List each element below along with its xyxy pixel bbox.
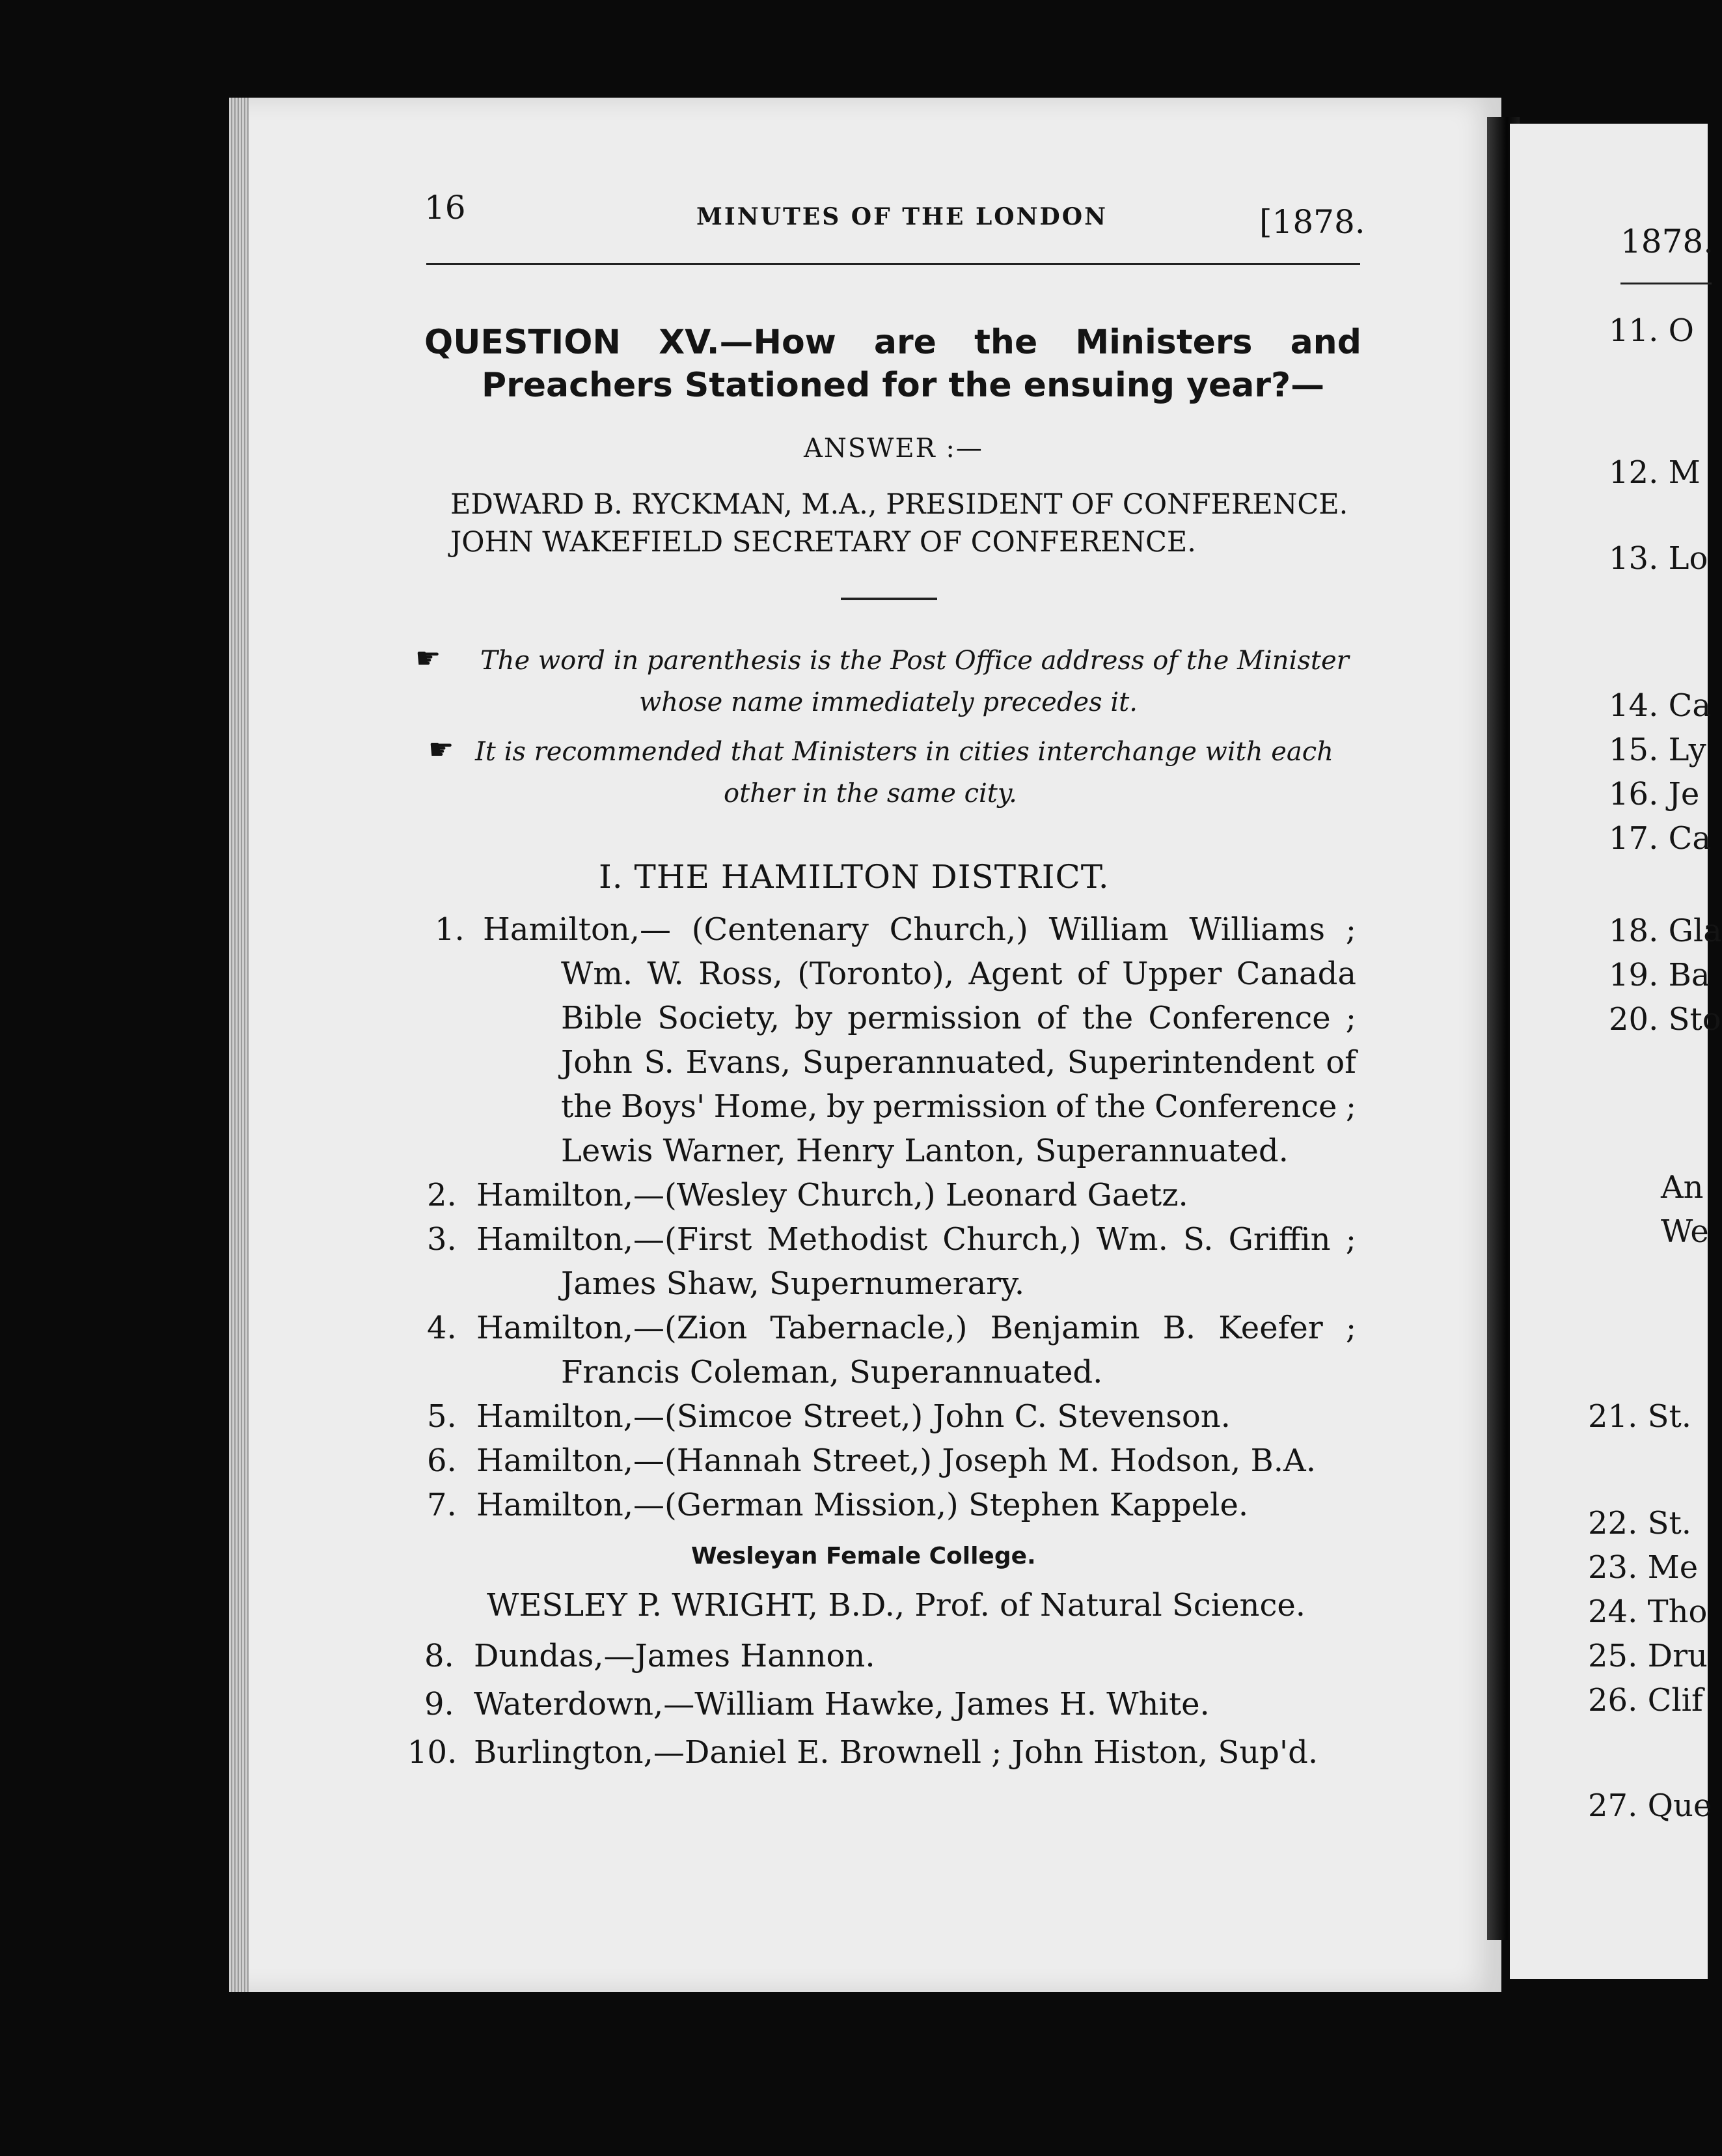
entry-text: Hamilton,—(German Mission,) Stephen Kappele.	[476, 1487, 1249, 1523]
right-item: 11. O	[1609, 312, 1694, 349]
word: (Centenary	[691, 911, 869, 948]
word: ;	[1345, 1088, 1356, 1125]
word: B.	[1162, 1310, 1196, 1346]
word: of	[1076, 956, 1108, 992]
word: QUESTION	[424, 323, 621, 362]
entry-line	[561, 1088, 1356, 1125]
entry-text: Hamilton,—(Wesley Church,) Leonard Gaetz.	[476, 1177, 1188, 1213]
word: permission	[847, 1000, 1022, 1036]
page-number: 16	[424, 189, 466, 227]
word: by	[826, 1088, 864, 1125]
right-item: An	[1661, 1169, 1704, 1206]
right-page	[1510, 124, 1722, 1979]
question-heading	[424, 323, 1361, 362]
word: Agent	[968, 956, 1063, 992]
word: Wm.	[561, 956, 633, 992]
word: Griffin	[1228, 1221, 1331, 1258]
entry-text: Burlington,—Daniel E. Brownell ; John Histon, Sup'd.	[474, 1734, 1319, 1771]
note-2-line-2: other in the same city.	[724, 779, 1017, 808]
right-header-rule	[1620, 283, 1712, 284]
word: the	[561, 1088, 612, 1125]
entry-text: James Shaw, Supernumerary.	[561, 1265, 1025, 1302]
word: Methodist	[767, 1221, 928, 1258]
word: of	[1036, 1000, 1067, 1036]
right-item: 25. Dru	[1588, 1638, 1708, 1674]
word: Hamilton,—(Zion	[476, 1310, 748, 1346]
word: John	[561, 1044, 633, 1081]
entry-line	[476, 1310, 1356, 1346]
entry-text: Waterdown,—William Hawke, James H. White.	[474, 1686, 1210, 1722]
entry-text: Lewis Warner, Henry Lanton, Superannuated.	[561, 1133, 1289, 1169]
note-1-line-2: whose name immediately precedes it.	[639, 687, 1138, 717]
secretary-line: JOHN WAKEFIELD SECRETARY OF CONFERENCE.	[450, 526, 1196, 559]
word: the	[974, 323, 1038, 362]
right-item: 26. Clif	[1588, 1682, 1703, 1719]
entry-text: Hamilton,—(Hannah Street,) Joseph M. Hodson, B.A.	[476, 1443, 1316, 1479]
word: Wm.	[1096, 1221, 1168, 1258]
word: ;	[1345, 1000, 1356, 1036]
word: are	[873, 323, 936, 362]
right-item: 27. Que	[1588, 1788, 1712, 1824]
right-item: 16. Je	[1609, 776, 1700, 812]
right-item: 15. Ly	[1609, 732, 1706, 768]
note-1-line-1: The word in parenthesis is the Post Office address of the Minister	[480, 646, 1349, 676]
entry-number: 2.	[427, 1177, 457, 1213]
word: (Toronto),	[797, 956, 955, 992]
entry-line	[561, 1044, 1356, 1081]
word: Conference	[1148, 1000, 1331, 1036]
entry-line	[561, 1000, 1356, 1036]
word: ;	[1345, 1221, 1356, 1258]
entry-text: Francis Coleman, Superannuated.	[561, 1354, 1103, 1390]
entry-number: 3.	[427, 1221, 457, 1258]
word: the	[1082, 1000, 1134, 1036]
word: by	[795, 1000, 833, 1036]
word: Bible	[561, 1000, 643, 1036]
word: and	[1290, 323, 1361, 362]
entry-number: 6.	[427, 1443, 457, 1479]
right-item: 23. Me	[1588, 1549, 1699, 1586]
entry-number: 9.	[424, 1686, 454, 1722]
word: Ross,	[698, 956, 783, 992]
president-line: EDWARD B. RYCKMAN, M.A., PRESIDENT OF CONFERENCE.	[450, 488, 1348, 521]
word: Ministers	[1075, 323, 1253, 362]
answer-label: ANSWER :—	[804, 434, 983, 463]
word: William	[1048, 911, 1169, 948]
section-divider	[841, 598, 937, 600]
right-item: 14. Ca	[1609, 687, 1711, 724]
entry-line	[561, 956, 1356, 992]
district-title: I. THE HAMILTON DISTRICT.	[599, 858, 1110, 896]
entry-line	[476, 1221, 1356, 1258]
right-item: 17. Ca	[1609, 820, 1711, 857]
word: Home,	[713, 1088, 818, 1125]
word: Hamilton,—	[483, 911, 672, 948]
entry-number: 1.	[435, 911, 465, 948]
word: ;	[1345, 1310, 1356, 1346]
word: Boys'	[621, 1088, 705, 1125]
word: Superannuated,	[802, 1044, 1056, 1081]
header-year: [1878.	[1259, 203, 1365, 241]
college-title: Wesleyan Female College.	[691, 1543, 1036, 1569]
word: Church,)	[942, 1221, 1082, 1258]
right-page-year: 1878.	[1620, 223, 1714, 260]
question-line-2: Preachers Stationed for the ensuing year?—	[482, 366, 1325, 405]
word: Benjamin	[990, 1310, 1140, 1346]
word: Hamilton,—(First	[476, 1221, 752, 1258]
word: Evans,	[685, 1044, 791, 1081]
entry-number: 5.	[427, 1398, 457, 1435]
word: Superintendent	[1067, 1044, 1315, 1081]
word: Tabernacle,)	[770, 1310, 968, 1346]
right-item: We	[1661, 1213, 1709, 1250]
pointing-hand-icon: ☛	[428, 733, 454, 766]
right-item: 13. Lo	[1609, 540, 1708, 577]
word: Church,)	[889, 911, 1028, 948]
word: permission	[873, 1088, 1047, 1125]
word: S.	[1182, 1221, 1214, 1258]
entry-number: 4.	[427, 1310, 457, 1346]
word: Upper	[1122, 956, 1222, 992]
right-item: 12. M	[1609, 454, 1701, 491]
word: Society,	[657, 1000, 780, 1036]
note-2-line-1: It is recommended that Ministers in cities interchange with each	[475, 737, 1333, 767]
running-title: MINUTES OF THE LONDON	[696, 203, 1108, 230]
word: W.	[647, 956, 684, 992]
word: Keefer	[1218, 1310, 1323, 1346]
right-item: 22. St.	[1588, 1505, 1692, 1541]
college-staff: WESLEY P. WRIGHT, B.D., Prof. of Natural Science.	[487, 1587, 1306, 1624]
right-item: 21. St.	[1588, 1398, 1692, 1435]
pointing-hand-icon: ☛	[415, 642, 441, 675]
entry-number: 10.	[407, 1734, 458, 1771]
word: Canada	[1236, 956, 1356, 992]
word: of	[1056, 1088, 1086, 1125]
word: Conference	[1155, 1088, 1337, 1125]
entry-text: Hamilton,—(Simcoe Street,) John C. Stevenson.	[476, 1398, 1231, 1435]
word: ;	[1345, 911, 1356, 948]
word: of	[1326, 1044, 1356, 1081]
word: the	[1095, 1088, 1146, 1125]
word: S.	[644, 1044, 674, 1081]
entry-number: 7.	[427, 1487, 457, 1523]
right-item: 18. Gla	[1609, 913, 1722, 949]
entry-text: Dundas,—James Hannon.	[474, 1638, 875, 1674]
page-edges	[229, 98, 249, 1992]
entry-number: 8.	[424, 1638, 454, 1674]
right-item: 20. Sto	[1609, 1001, 1721, 1038]
right-item: 24. Tho	[1588, 1594, 1708, 1630]
word: Williams	[1189, 911, 1326, 948]
header-rule	[426, 263, 1360, 265]
right-item: 19. Ba	[1609, 957, 1710, 993]
word: XV.—How	[659, 323, 836, 362]
entry-line	[483, 911, 1356, 948]
